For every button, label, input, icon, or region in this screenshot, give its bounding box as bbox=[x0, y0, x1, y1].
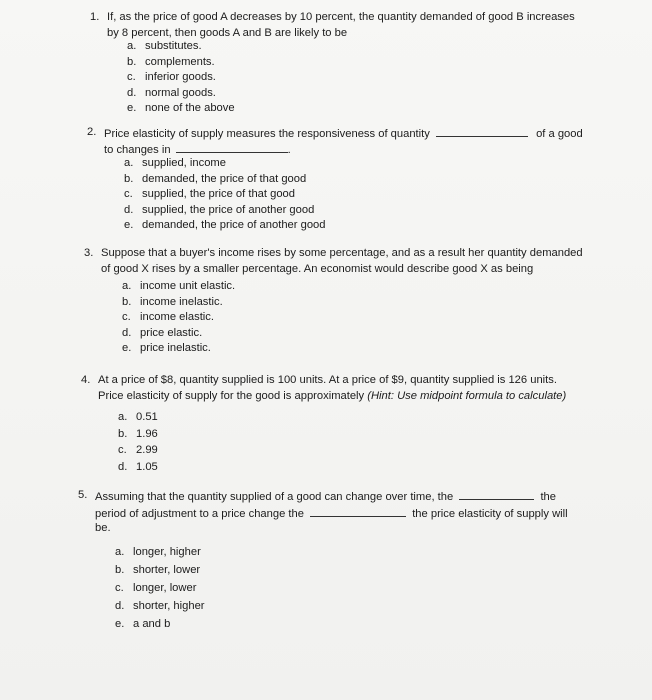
answer-blank[interactable] bbox=[176, 141, 288, 153]
question-number: 5. bbox=[78, 489, 88, 501]
option-e[interactable]: e. price inelastic. bbox=[122, 342, 211, 354]
option-d[interactable]: d. 1.05 bbox=[118, 460, 158, 473]
option-d[interactable]: d. shorter, higher bbox=[115, 600, 205, 612]
option-b[interactable]: b. shorter, lower bbox=[115, 564, 201, 576]
answer-blank[interactable] bbox=[459, 488, 534, 500]
worksheet-page: 1. If, as the price of good A decreases by 10 percent, the quantity demanded of good B increases by 8 percent, then goods A and B are likely to be a. substitutes. b. complements. c. inferior goods. d. normal goods. e. none of the above 2. Price elasticity of supply measures the responsiveness of quantity of a good to changes in . a. supplied, income b. demanded, the price of that good c. supplied, the price of that good d. supplied, the price of another good e. demanded, the price of another good 3. Suppose that a buyer's income rises by some percentage, and as a result her quantity demanded of good X rises by a smaller percentage. An economist would describe good X as being a. income unit elastic. b. income inelastic. c. income elastic. d. price elastic. e. price inelastic. 4. At a price of $8, quantity supplied is 100 units. At a price of $9, quantity supplied is 126 units. Price elasticity of supply for the good is approximately (Hint: Use midpoint formula to calculate) a. 0.51 b. 1.96 c. 2.99 d. 1.05 5. Assuming that the quantity supplied of a good can change over time, the the period of adjustment to a price change the the price elasticity of supply will be. a. longer, higher b. shorter, lower c. longer, lower d. shorter, higher e. a and b bbox=[0, 0, 652, 700]
question-number: 4. bbox=[81, 374, 91, 386]
question-stem-line: Price elasticity of supply for the good is approximately bbox=[98, 389, 365, 402]
question-number: 3. bbox=[84, 247, 94, 259]
option-a[interactable]: a. substitutes. bbox=[127, 40, 202, 52]
options-list bbox=[122, 279, 235, 357]
question-stem-line: Price elasticity of supply measures the responsiveness of quantity bbox=[104, 128, 430, 140]
option-b[interactable]: b. income inelastic. bbox=[122, 295, 223, 308]
question-stem-line: of good X rises by a smaller percentage. An economist would describe good X as being bbox=[101, 262, 534, 275]
option-d[interactable]: d. supplied, the price of another good bbox=[124, 203, 315, 216]
option-b[interactable]: b. 1.96 bbox=[118, 427, 158, 440]
hint-text: (Hint: Use midpoint formula to calculate) bbox=[367, 389, 567, 402]
option-a[interactable]: a. income unit elastic. bbox=[122, 280, 236, 292]
question-stem-text: of a good bbox=[536, 128, 583, 140]
question-stem-line: Assuming that the quantity supplied of a good can change over time, the bbox=[95, 491, 454, 503]
question-stem-line: Suppose that a buyer's income rises by some percentage, and as a result her quantity demanded bbox=[101, 247, 583, 259]
question-stem-text: the bbox=[540, 491, 557, 503]
options-list bbox=[115, 543, 205, 633]
question-number: 1. bbox=[90, 11, 100, 23]
options-list bbox=[118, 409, 158, 475]
option-b[interactable]: b. complements. bbox=[127, 55, 215, 68]
question-number: 2. bbox=[87, 126, 97, 138]
answer-blank[interactable] bbox=[310, 505, 406, 517]
option-e[interactable]: e. a and b bbox=[115, 618, 171, 630]
option-a[interactable]: a. supplied, income bbox=[124, 157, 226, 169]
question-stem-text: the price elasticity of supply will bbox=[412, 507, 568, 520]
option-c[interactable]: c. inferior goods. bbox=[127, 71, 216, 83]
option-c[interactable]: c. longer, lower bbox=[115, 582, 197, 594]
question-stem-line: by 8 percent, then goods A and B are likely to be bbox=[107, 26, 348, 39]
answer-blank[interactable] bbox=[436, 125, 528, 137]
option-b[interactable]: b. demanded, the price of that good bbox=[124, 172, 307, 185]
option-d[interactable]: d. price elastic. bbox=[122, 326, 203, 339]
option-e[interactable]: e. demanded, the price of another good bbox=[124, 219, 326, 231]
question-stem-line: If, as the price of good A decreases by 10 percent, the quantity demanded of good B increases bbox=[107, 11, 575, 23]
option-e[interactable]: e. none of the above bbox=[127, 102, 235, 114]
option-a[interactable]: a. longer, higher bbox=[115, 546, 201, 558]
option-c[interactable]: c. 2.99 bbox=[118, 444, 158, 456]
option-a[interactable]: a. 0.51 bbox=[118, 411, 158, 423]
question-stem-line: period of adjustment to a price change the bbox=[95, 507, 304, 520]
question-stem-line: At a price of $8, quantity supplied is 100 units. At a price of $9, quantity supplied is 126 units. bbox=[98, 374, 557, 386]
option-c[interactable]: c. supplied, the price of that good bbox=[124, 188, 296, 200]
options-list bbox=[127, 39, 235, 117]
option-c[interactable]: c. income elastic. bbox=[122, 311, 214, 323]
question-stem-line: to changes in bbox=[104, 143, 171, 156]
option-d[interactable]: d. normal goods. bbox=[127, 86, 216, 99]
question-stem-line: be. bbox=[95, 522, 111, 534]
options-list bbox=[124, 156, 326, 234]
